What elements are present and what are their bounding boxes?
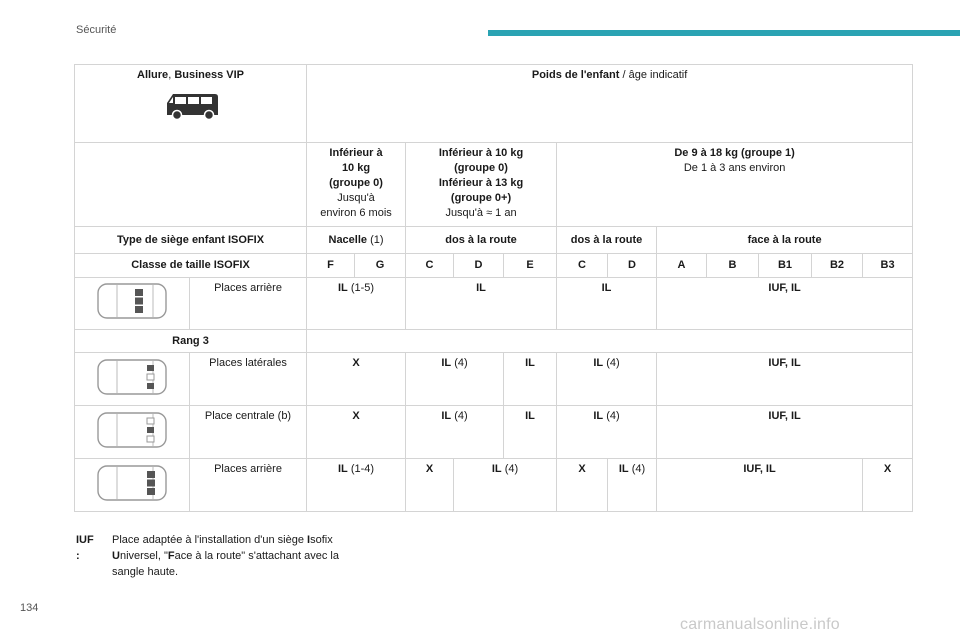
class-value: D [628,259,636,271]
type-rear: dos à la route [445,233,517,246]
class-cell [759,254,812,278]
value-bold: IL [441,357,452,369]
type-rear1-cell [406,227,557,254]
group0a-cell [307,143,406,227]
table-row [75,353,913,406]
group-label: (groupe 0+) [450,192,512,204]
vehicle-name: Allure [137,69,169,81]
class-value: C [425,259,434,271]
car-top-view-icon [95,357,169,397]
type-note: (1) [367,233,384,246]
type-nacelle-cell [307,227,406,254]
cell-value [557,278,657,330]
car-top-view-icon [95,281,169,321]
footnote-part: I [307,534,311,546]
car-top-view-icon [95,463,169,503]
class-cell [812,254,863,278]
value-bold: IL [525,410,535,422]
class-row [75,254,913,278]
cell-value [608,459,657,512]
cell-value [657,459,863,512]
cell-value [406,459,454,512]
empty-cell [75,143,307,227]
cell-value [557,353,657,406]
cell-value [307,278,406,330]
car-top-view-icon [95,410,169,450]
value-bold: IL [337,282,348,294]
footnote-part: U [112,550,120,562]
value-bold: IUF, IL [743,463,776,475]
class-cell [307,254,355,278]
class-label-cell [75,254,307,278]
class-value: E [526,259,534,271]
seat-diagram-cell [75,353,190,406]
cell-value [406,278,557,330]
value-note: (4) [451,357,468,369]
footnote-key: IUF : [76,534,94,562]
cell-value [454,459,557,512]
class-cell [557,254,608,278]
class-value: A [677,259,686,271]
cell-value [504,406,557,459]
class-value: B [728,259,737,271]
class-value: B3 [880,259,895,271]
class-value: D [474,259,483,271]
seat-label: Places latérales [190,353,307,406]
cell-value [557,459,608,512]
footnote-part: F [167,550,175,562]
type-front: face à la route [747,233,822,246]
seat-label: Place centrale (b) [190,406,307,459]
table-row [75,459,913,512]
weight-heading: Poids de l'enfant [531,69,620,81]
seat-label: Places arrière [190,278,307,330]
rang3-row [75,330,913,353]
age-note: Jusqu'à ≈ 1 an [445,207,517,219]
age-note: environ 6 mois [320,207,392,219]
footnote-text [112,532,362,580]
type-rear: dos à la route [570,233,643,246]
footnote-part: Place adaptée à l'installation d'un siège [112,534,308,546]
cell-value [557,406,657,459]
cell-value [406,353,504,406]
age-note: Jusqu'à [337,192,375,204]
cell-value [657,278,913,330]
value-note: (4) [603,357,620,369]
type-nacelle: Nacelle [328,233,368,246]
class-cell [504,254,557,278]
class-value: C [578,259,586,271]
vehicle-sep: , [168,69,175,81]
table-row [75,278,913,330]
cell-value [307,353,406,406]
footnote-part: sofix [310,534,333,546]
value-note: (4) [451,410,468,422]
cell-value [657,406,913,459]
group-label: (groupe 0) [454,162,508,174]
value-bold: IUF, IL [768,282,801,294]
value-bold: X [578,463,586,475]
value-bold: IL [525,357,535,369]
seat-diagram-cell [75,278,190,330]
rang3-label: Rang 3 [172,334,209,347]
vehicle-name-2: Business VIP [174,69,245,81]
class-cell [657,254,707,278]
class-value: F [327,259,334,271]
value-bold: X [352,357,360,369]
cell-value [406,406,504,459]
value-note: (1-4) [347,463,375,475]
type-front-cell [657,227,913,254]
isofix-table [74,64,913,512]
cell-value [307,406,406,459]
group-label: 10 kg [341,162,371,174]
class-cell [454,254,504,278]
vehicle-header-cell [75,65,307,143]
class-value: B1 [777,259,793,271]
value-note: (1-5) [347,282,375,294]
value-bold: IL [601,282,612,294]
group-label: De 9 à 18 kg (groupe 1) [674,147,795,159]
value-note: (4) [628,463,646,475]
table-row [75,406,913,459]
section-title: Sécurité [76,24,117,36]
class-cell [863,254,913,278]
van-icon [159,91,223,121]
value-bold: IL [476,282,486,294]
group-label: Inférieur à 10 kg [438,147,524,159]
seat-diagram-cell [75,459,190,512]
header-accent-bar [488,30,960,36]
class-cell [707,254,759,278]
value-bold: IL [441,410,452,422]
value-bold: IUF, IL [768,357,801,369]
footnote-part: niversel, " [119,550,168,562]
group-label: (groupe 0) [329,177,383,189]
type-label-cell [75,227,307,254]
cell-value [863,459,913,512]
cell-value [307,459,406,512]
class-value: B2 [829,259,845,271]
type-rear2-cell [557,227,657,254]
value-bold: IL [491,463,502,475]
value-note: (4) [603,410,620,422]
class-cell [406,254,454,278]
empty-cell [307,330,913,353]
value-bold: IL [618,463,629,475]
group-label: Inférieur à 13 kg [438,177,524,189]
seat-diagram-cell [75,406,190,459]
value-bold: IL [337,463,348,475]
class-label: Classe de taille ISOFIX [131,259,250,271]
value-note: (4) [501,463,519,475]
value-bold: X [883,463,892,475]
value-bold: X [425,463,434,475]
weight-heading-rest: / âge indicatif [619,69,688,81]
weight-header-cell [307,65,913,143]
class-cell [355,254,406,278]
page-number: 134 [20,602,39,614]
cell-value [504,353,557,406]
rang3-cell [75,330,307,353]
class-value: G [375,259,385,271]
seat-label: Places arrière [190,459,307,512]
group-label: Inférieur à [329,147,383,159]
value-bold: IL [593,410,604,422]
group1-cell [557,143,913,227]
value-bold: IUF, IL [768,410,801,422]
cell-value [657,353,913,406]
footnote-part: ace à la route" s'attachant avec la sangle haute. [112,550,339,578]
watermark: carmanualsonline.info [680,616,840,633]
age-note: De 1 à 3 ans environ [683,162,786,174]
class-cell [608,254,657,278]
value-bold: X [352,410,360,422]
value-bold: IL [593,357,604,369]
type-label: Type de siège enfant ISOFIX [116,233,265,246]
group0b-cell [406,143,557,227]
